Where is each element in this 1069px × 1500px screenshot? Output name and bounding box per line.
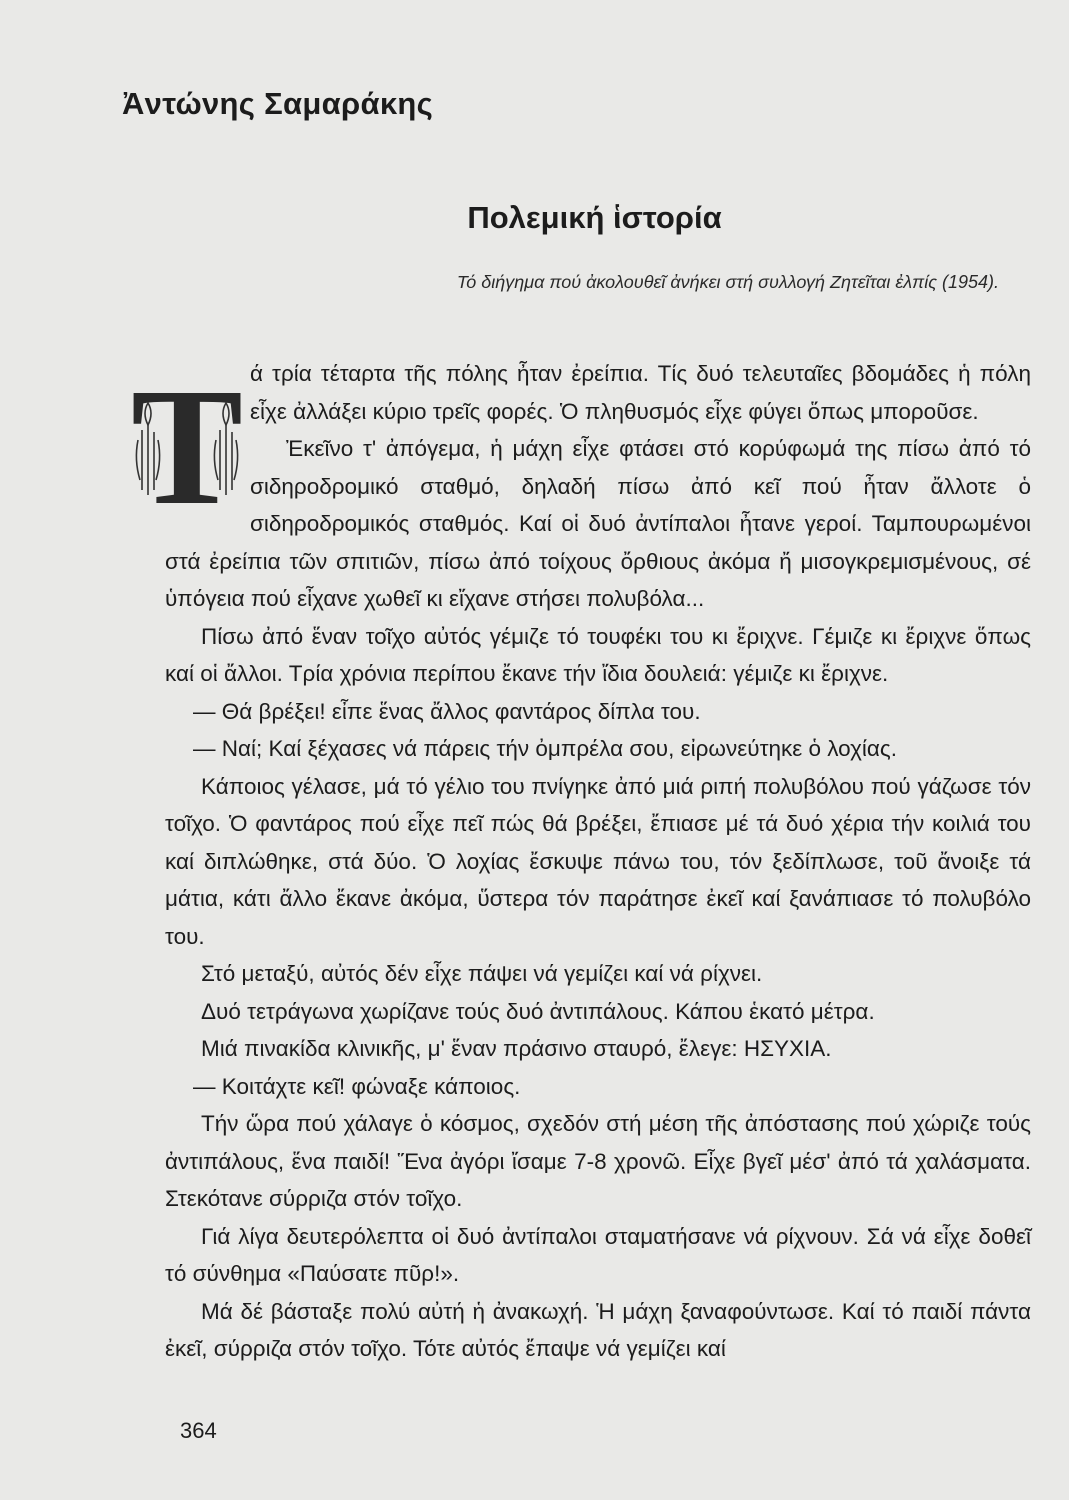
paragraph: Πίσω ἀπό ἕναν τοῖχο αὐτός γέμιζε τό τουφέκι του κι ἔριχνε. Γέμιζε κι ἔριχνε ὅπως καί οἱ ἄλλοι. Τρία χρόνια περίπου ἔκανε τήν ἴδια δουλειά: γέμιζε κι ἔριχνε. <box>165 623 1031 686</box>
dialogue-line: — Θά βρέξει! εἶπε ἕνας ἄλλος φαντάρος δίπλα του. <box>193 698 701 724</box>
dialogue-line: — Κοιτάχτε κεῖ! φώναξε κάποιος. <box>193 1073 521 1099</box>
paragraph: Ἐκεῖνο τ' ἀπόγεμα, ἡ μάχη εἶχε φτάσει στό κορύφωμά της πίσω ἀπό τό σιδηροδρομικό σταθμό, δηλαδή πίσω ἀπό κεῖ πού ἦταν ἄλλοτε ὁ σιδηροδρομικός σταθμός. Καί οἱ δυό ἀντίπαλοι ἦτανε γεροί. Ταμπουρωμένοι στά ἐρείπια τῶν σπιτιῶν, πίσω ἀπό τοίχους ὄρθιους ἀκόμα ἤ μισογκρεμισμένους, σέ ὑπόγεια πού εἶχανε χωθεῖ κι εἴχανε στήσει πολυβόλα... <box>165 436 1031 611</box>
paragraph: Γιά λίγα δευτερόλεπτα οἱ δυό ἀντίπαλοι σταματήσανε νά ρίχνουν. Σά νά εἶχε δοθεῖ τό σύνθημα «Παύσατε πῦρ!». <box>165 1223 1031 1286</box>
paragraph: Μιά πινακίδα κλινικῆς, μ' ἕναν πράσινο σταυρό, ἔλεγε: ΗΣΥΧΙΑ. <box>201 1036 832 1061</box>
paragraph: Κάποιος γέλασε, μά τό γέλιο του πνίγηκε ἀπό μιά ριπή πολυβόλου πού γάζωσε τόν τοῖχο. Ὁ φαντάρος πού εἶχε πεῖ πώς θά βρέξει, ἔπιασε μέ τά δυό χέρια τήν κοιλιά του καί διπλώθηκε, στά δύο. Ὁ λοχίας ἔσκυψε πάνω του, τόν ξεδίπλωσε, τοῦ ἄνοιξε τά μάτια, κάτι ἄλλο ἔκανε ἀκόμα, ὕστερα τόν παράτησε ἐκεῖ καί ξανάπιασε τό πολυβόλο του. <box>165 773 1031 949</box>
dropcap-letter: Τ <box>130 370 244 510</box>
page-number: 364 <box>180 1418 217 1443</box>
paragraph: Στό μεταξύ, αὐτός δέν εἶχε πάψει νά γεμίζει καί νά ρίχνει. <box>201 961 763 986</box>
paragraph: Μά δέ βάσταξε πολύ αὐτή ἡ ἀνακωχή. Ἡ μάχη ξαναφούντωσε. Καί τό παιδί πάντα ἐκεῖ, σύρριζα στόν τοῖχο. Τότε αὐτός ἔπαψε νά γεμίζει καί <box>165 1298 1031 1361</box>
paragraph: Τήν ὥρα πού χάλαγε ὁ κόσμος, σχεδόν στή μέση τῆς ἀπόστασης πού χώριζε τούς ἀντιπάλους, ἕνα παιδί! Ἕνα ἀγόρι ἴσαμε 7-8 χρονῶ. Εἶχε βγεῖ μέσ' ἀπό τά χαλάσματα. Στεκότανε σύρριζα στόν τοῖχο. <box>165 1111 1031 1211</box>
intro-note: Τό διήγημα πού ἀκολουθεῖ ἀνήκει στή συλλογή Ζητεῖται ἐλπίς (1954). <box>456 272 999 292</box>
paragraph: Δυό τετράγωνα χωρίζανε τούς δυό ἀντιπάλους. Κάπου ἑκατό μέτρα. <box>201 998 875 1024</box>
story-body <box>130 355 1031 1368</box>
paragraph: ά τρία τέταρτα τῆς πόλης ἦταν ἐρείπια. Τίς δυό τελευταῖες βδομάδες ἡ πόλη εἶχε ἀλλάξει κύριο τρεῖς φορές. Ὁ πληθυσμός εἶχε φύγει ὅπως μποροῦσε. <box>250 361 1031 424</box>
author-name: Ἀντώνης Σαμαράκης <box>122 86 434 121</box>
dialogue-line: — Ναί; Καί ξέχασες νά πάρεις τήν ὀμπρέλα σου, εἰρωνεύτηκε ὁ λοχίας. <box>193 736 897 761</box>
dropcap-illustration <box>130 370 244 510</box>
story-title: Πολεμική ἱστορία <box>467 200 722 235</box>
